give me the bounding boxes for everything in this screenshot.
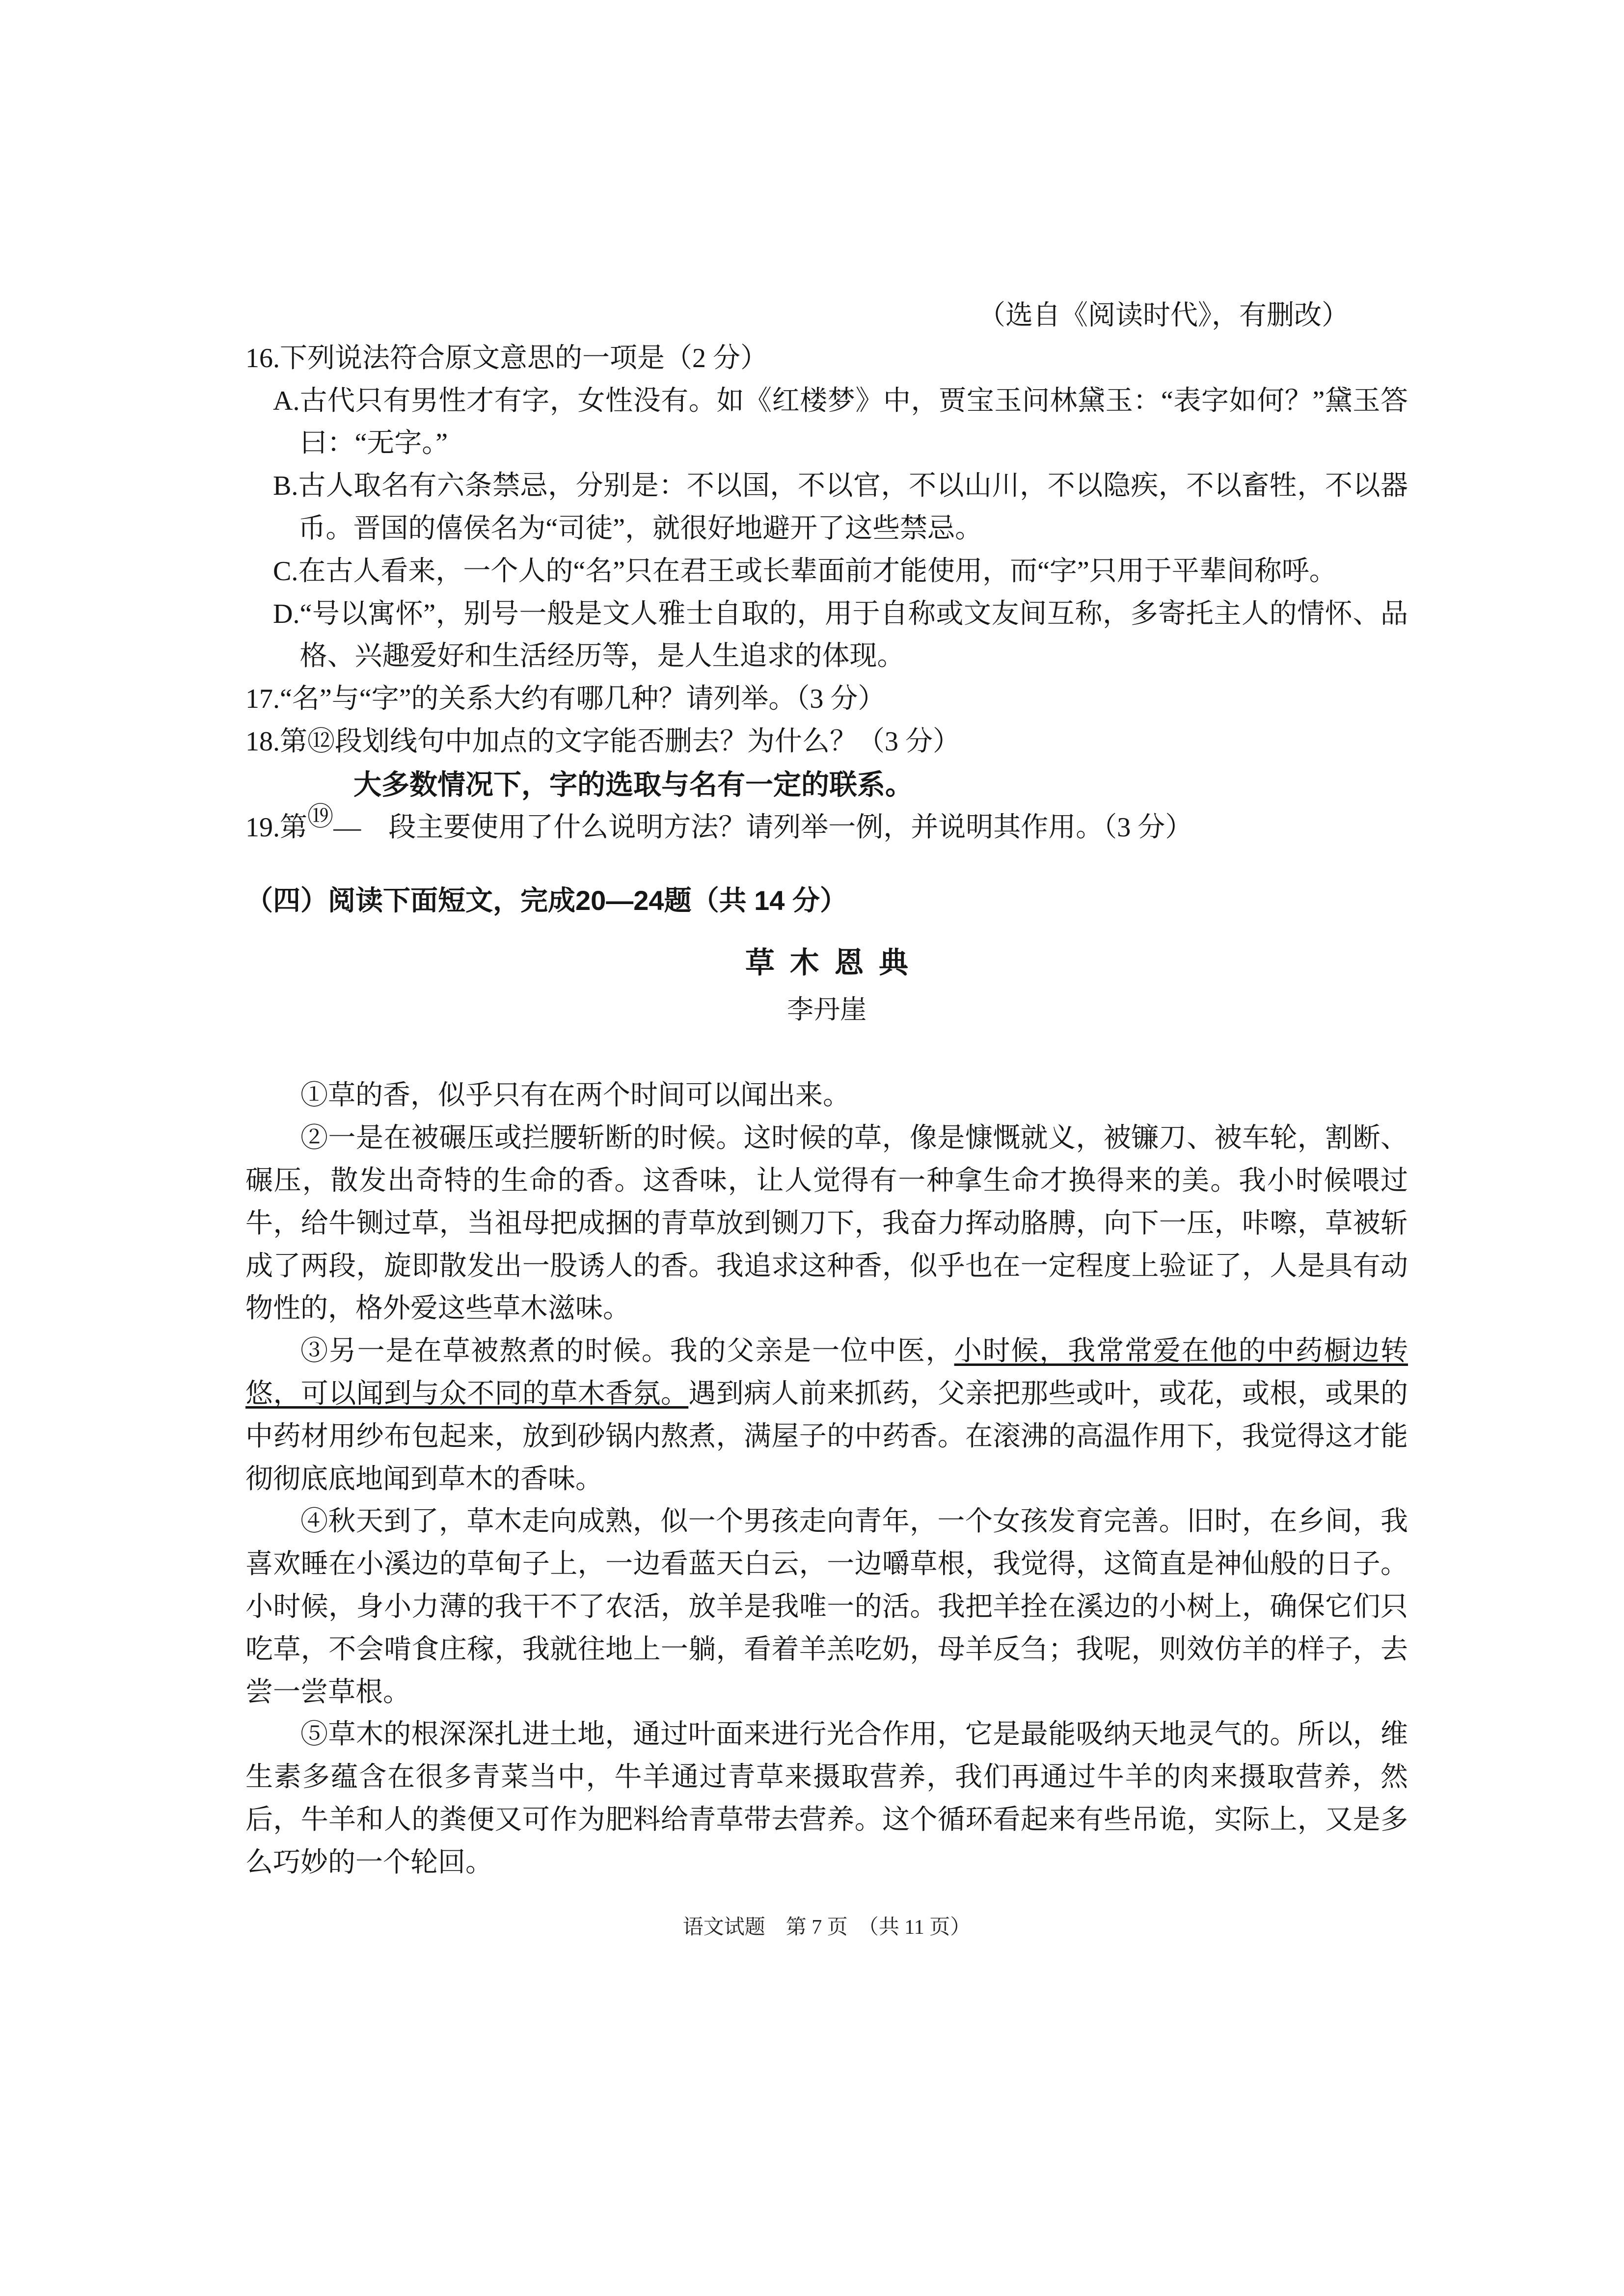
essay-title: 草 木 恩 典 xyxy=(745,946,908,979)
source-attribution: （选自《阅读时代》，有删改） xyxy=(978,300,1349,331)
option-d-text: “号以寓怀”，别号一般是文人雅士自取的，用于自称或文友间互称，多寄托主人的情怀、品格、兴趣爱好和生活经历等，是人生追求的体现。 xyxy=(299,598,1408,672)
paragraph-3-underlined-sentence: 小时候，我常常爱在他的中药橱边转悠，可以闻到与众不同的草木香氛。 xyxy=(245,1336,1408,1409)
essay-paragraph-5: ⑤草木的根深深扎进土地，通过叶面来进行光合作用，它是最能吸纳天地灵气的。所以，维生素多蕴含在很多青菜当中，牛羊通过青草来摄取营养，我们再通过牛羊的肉来摄取营养，然后，牛羊和人的粪便又可作为肥料给青草带去营养。这个循环看起来有些吊诡，实际上，又是多么巧妙的一个轮回。 xyxy=(245,1719,1408,1878)
option-a-text: 古代只有男性才有字，女性没有。如《红楼梦》中，贾宝玉问林黛玉：“表字如何？”黛玉答曰：“无字。” xyxy=(299,385,1408,459)
option-b-label: B. xyxy=(273,471,298,502)
question-17: 17.“名”与“字”的关系大约有哪几种？请列举。（3 分） xyxy=(245,684,886,715)
question-19-rest: 段主要使用了什么说明方法？请列举一例，并说明其作用。（3 分） xyxy=(361,812,1193,843)
essay-author: 李丹崖 xyxy=(787,994,866,1024)
essay-paragraph-3 xyxy=(245,1330,1408,1500)
option-c xyxy=(273,550,1408,593)
question-16-stem: 16.下列说法符合原文意思的一项是（2 分） xyxy=(245,343,768,374)
question-19-prefix: 19.第 xyxy=(245,812,307,843)
essay-paragraph-2: ②一是在被碾压或拦腰斩断的时候。这时候的草，像是慷慨就义，被镰刀、被车轮，割断、碾压，散发出奇特的生命的香。这香味，让人觉得有一种拿生命才换得来的美。我小时候喂过牛，给牛铡过草，当祖母把成捆的青草放到铡刀下，我奋力挥动胳膊，向下一压，咔嚓，草被斩成了两段，旋即散发出一股诱人的香。我追求这种香，似乎也在一定程度上验证了，人是具有动物性的，格外爱这些草木滋味。 xyxy=(245,1123,1408,1324)
option-d-label: D. xyxy=(273,598,300,629)
question-18-stem: 18.第⑫段划线句中加点的文字能否删去？为什么？（3 分） xyxy=(245,726,960,757)
essay-paragraph-4: ④秋天到了，草木走向成熟，似一个男孩走向青年，一个女孩发育完善。旧时，在乡间，我喜欢睡在小溪边的草甸子上，一边看蓝天白云，一边嚼草根，我觉得，这简直是神仙般的日子。小时候，身小力薄的我干不了农活，放羊是我唯一的活。我把羊拴在溪边的小树上，确保它们只吃草，不会啃食庄稼，我就往地上一躺，看着羊羔吃奶，母羊反刍；我呢，则效仿羊的样子，去尝一尝草根。 xyxy=(245,1506,1408,1708)
option-d xyxy=(273,593,1408,678)
question-19-dash: — xyxy=(333,812,361,843)
question-18-quoted-sentence: 大多数情况下，字的选取与名有一定的联系。 xyxy=(353,769,913,801)
option-a-label: A. xyxy=(273,385,300,416)
circled-19-icon: ⑲ xyxy=(307,802,334,831)
question-19 xyxy=(245,802,1408,849)
question-16-options xyxy=(273,380,1408,678)
option-c-label: C. xyxy=(273,556,298,587)
section-4-heading: （四）阅读下面短文，完成20—24题（共 14 分） xyxy=(245,884,847,916)
paragraph-3-end: 遇到病人前来抓药，父亲把那些或叶，或花，或根，或果的中药材用纱布包起来，放到砂锅内熬煮，满屋子的中药香。在滚沸的高温作用下，我觉得这才能彻彻底底地闻到草木的香味。 xyxy=(245,1378,1408,1495)
option-b xyxy=(273,465,1408,550)
essay-body xyxy=(245,1074,1408,1884)
paragraph-3-start: ③另一是在草被熬煮的时候。我的父亲是一位中医， xyxy=(300,1336,954,1367)
option-a xyxy=(273,380,1408,465)
page-footer: 语文试题 第 7 页 （共 11 页） xyxy=(682,1916,971,1939)
essay-paragraph-1: ①草的香，似乎只有在两个时间可以闻出来。 xyxy=(300,1080,850,1111)
option-b-text: 古人取名有六条禁忌，分别是：不以国，不以官，不以山川，不以隐疾，不以畜牲，不以器币。晋国的僖侯名为“司徒”，就很好地避开了这些禁忌。 xyxy=(298,471,1408,544)
option-c-text: 在古人看来，一个人的“名”只在君王或长辈面前才能使用，而“字”只用于平辈间称呼。 xyxy=(298,556,1337,587)
